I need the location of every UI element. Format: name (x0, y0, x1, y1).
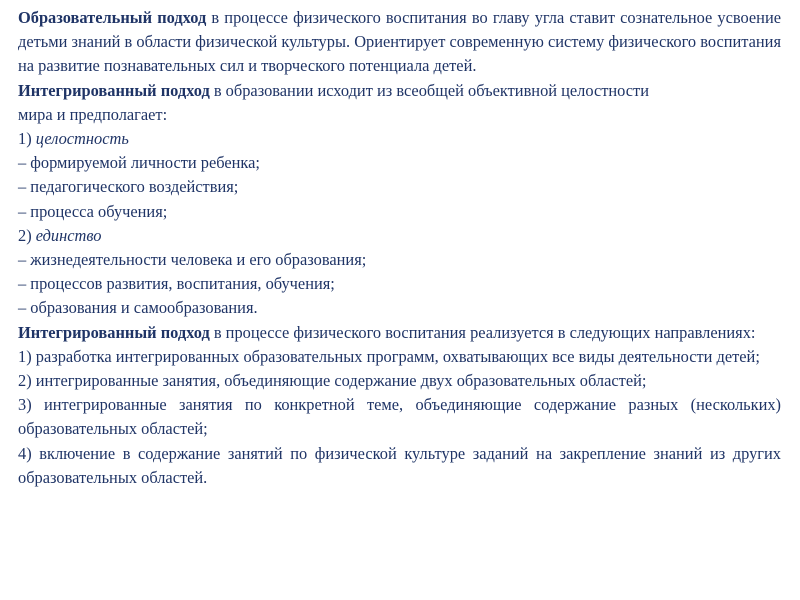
slide-text (18, 6, 781, 490)
paragraph-integrated-approach-text: в образовании исходит из всеобщей объективной целостности мира и предполагает: (18, 80, 649, 124)
direction-item: 4) включение в содержание занятий по физической культуре заданий на закрепление знаний из других образовательных областей. (18, 443, 781, 487)
direction-item: 1) разработка интегрированных образовательных программ, охватывающих все виды деятельности детей; (18, 346, 760, 366)
term-unity: единство (35, 225, 102, 245)
paragraph-directions-text: в процессе физического воспитания реализуется в следующих направлениях: (209, 322, 756, 342)
paragraph-integrated-approach-directions (18, 321, 781, 345)
list-heading-integrity (18, 127, 781, 151)
term-educational-approach: Образовательный подход (18, 8, 207, 27)
term-integrity: целостность (35, 129, 129, 149)
list-item: – процессов развития, воспитания, обучения; (18, 274, 335, 294)
paragraph-educational-approach (18, 6, 781, 79)
term-integrated-approach-2: Интегрированный подход (18, 322, 210, 342)
paragraph-educational-approach-text: в процессе физического воспитания во главу угла ставит сознательное усвоение детьми знаний в области физической культуры. Ориентирует современную систему физического воспитания на развитие познавательных сил и творческого потенциала детей. (18, 8, 782, 76)
list-number: 1) (18, 129, 36, 149)
direction-item: 2) интегрированные занятия, объединяющие содержание двух образовательных областей; (18, 371, 647, 391)
list-item: – процесса обучения; (18, 201, 168, 221)
list-item: – педагогического воздействия; (18, 177, 239, 197)
list-heading-unity (18, 224, 781, 248)
paragraph-integrated-approach (18, 79, 683, 127)
list-item: – жизнедеятельности человека и его образования; (18, 250, 367, 270)
list-item: – формируемой личности ребенка; (18, 153, 260, 173)
term-integrated-approach: Интегрированный подход (18, 80, 210, 100)
direction-item: 3) интегрированные занятия по конкретной теме, объединяющие содержание разных (нескольких) образовательных областей; (18, 395, 781, 439)
list-number: 2) (18, 225, 36, 245)
list-item: – образования и самообразования. (18, 298, 258, 318)
